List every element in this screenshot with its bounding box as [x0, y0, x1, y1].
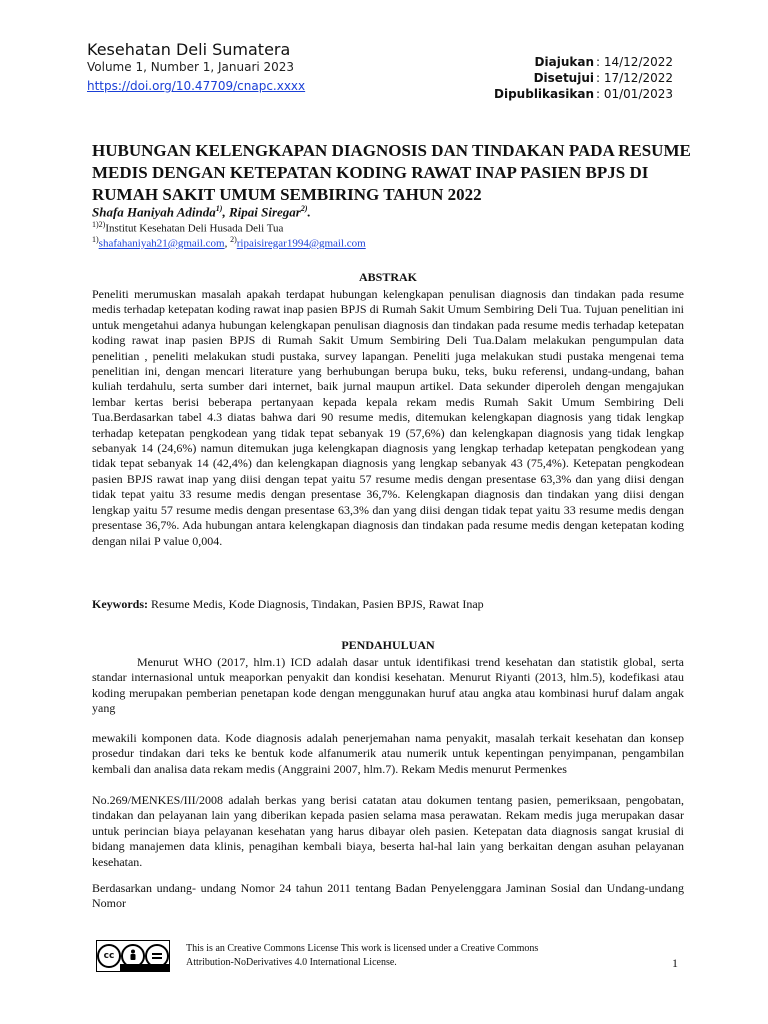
- author-sup: 2): [300, 204, 308, 213]
- date-label: Disetujui: [533, 71, 594, 85]
- date-value: : 01/01/2023: [596, 87, 674, 101]
- paragraph: No.269/MENKES/III/2008 adalah berkas yang berisi catatan atau dokumen tentang pasien, pemeriksaan, pengobatan, tindakan dan pelayanan lain yang diberikan kepada pasien selama masa perawatan. Rekam medis juga merupakan dasar untuk perincian biaya pelayanan kesehatan yang harus dibayar oleh pasien. Ketepatan data diagnosis sangat krusial di bidang manajemen data klinis, penagihan kembali biaya, beserta hal-hal lain yang berkaitan dengan asuhan pelayanan kesehatan.: [92, 793, 684, 869]
- affiliation: [92, 220, 283, 235]
- cc-label-strip: [120, 964, 170, 972]
- cc-icon: cc: [97, 944, 121, 968]
- author-name: Ripai Siregar: [228, 204, 301, 220]
- email-link[interactable]: shafahaniyah21@gmail.com: [98, 237, 225, 250]
- author-sup: 1): [215, 204, 223, 213]
- email-link[interactable]: ripaisiregar1994@gmail.com: [236, 237, 366, 250]
- date-row-accepted: [494, 70, 676, 86]
- email-sup: 2): [230, 235, 237, 244]
- person-icon: [127, 949, 139, 963]
- paragraph: mewakili komponen data. Kode diagnosis adalah penerjemahan nama penyakit, masalah terkait kesehatan dan konsep prosedur tindakan dari teks ke bentuk kode alfanumerik atau numerik untuk kepentingan penyimpanan, pengambilan kembali dan analisa data rekam medis (Anggraini 2007, hlm.7). Rekam Medis menurut Permenkes: [92, 731, 684, 776]
- cc-license-badge[interactable]: [96, 940, 170, 972]
- author-list: [92, 204, 311, 220]
- date-row-published: [494, 86, 676, 102]
- journal-volume: Volume 1, Number 1, Januari 2023: [87, 60, 295, 74]
- author-emails: [92, 235, 366, 250]
- paragraph: Berdasarkan undang- undang Nomor 24 tahun 2011 tentang Badan Penyelenggara Jaminan Sosial dan Undang-undang Nomor: [92, 881, 684, 911]
- journal-header: [87, 40, 305, 94]
- keywords: [92, 597, 484, 612]
- email-separator: ,: [224, 237, 231, 250]
- author-separator: ,: [222, 204, 229, 220]
- abstract-text: Peneliti merumuskan masalah apakah terdapat hubungan kelengkapan penulisan diagnosis dan tindakan pada resume medis terhadap ketepatan koding rawat inap pasien BPJS di Rumah Sakit Umum Sembiring Deli Tua. Tujuan penelitian ini untuk mengetahui adanya hubungan kelengkapan penulisan diagnosis dan tindakan pada resume medis terhadap ketepatan koding rawat inap pasien BPJS di Rumah Sakit Umum Sembiring Deli Tua.Dalam melakukan pengumpulan data penelitian , peneliti melakukan studi pustaka, survey lapangan. Peneliti juga melakukan studi pustaka mengenai tema penelitian ini, dengan mencari literature yang berhubungan berupa buku, teks, buku referensi, undang-undang, bahan kuliah terdahulu, serta sumber dari internet, baik jurnal maupun artikel. Data sekunder diperoleh dengan mengajukan lembar kertas berisi beberapa pertanyaan kepada kepala rekam medis Rumah Sakit Umum Sembiring Deli Tua.Berdasarkan tabel 4.3 diatas bahwa dari 90 resume medis, ditemukan kelengkapan diagnosis yang tidak lengkap terhadap ketepatan pengkodean yang tidak tepat sebanyak 19 (57,6%) dan kelengkapan diagnosis yang tidak lengkap sebanyak 14 (24,6%) namun ditemukan juga kelengkapan diagnosis yang lengkap terhadap ketepatan pengkodean yang tidak tepat sebanyak 14 (42,4%) dan kelengkapan diagnosis yang lengkap sebanyak 43 (75,4%). Ketepatan pengkodean pasien BPJS rawat inap yang diisi dengan tepat yaitu 57 resume medis dengan presentase 63,3% dan yang diisi dengan tidak tepat yaitu 33 resume medis dengan presentase 36,7%. Kelengkapan diagnosis dan tindakan yang diisi dengan lengkap yaitu 57 resume medis dengan presentase 63,3% dan yang diisi dengan tidak tepat yaitu 33 resume medis dengan presentase 36,7%. Ada hubungan antara kelengkapan diagnosis dan tindakan pada resume medis dengan ketepatan koding dengan nilai P value 0,004.: [92, 287, 684, 548]
- section-heading: PENDAHULUAN: [341, 638, 435, 652]
- author-name: Shafa Haniyah Adinda: [92, 204, 216, 220]
- paper-title: HUBUNGAN KELENGKAPAN DIAGNOSIS DAN TINDAKAN PADA RESUME MEDIS DENGAN KETEPATAN KODING RAWAT INAP PASIEN BPJS DI RUMAH SAKIT UMUM SEMBIRING TAHUN 2022: [92, 141, 691, 204]
- paragraph: Menurut WHO (2017, hlm.1) ICD adalah dasar untuk identifikasi trend kesehatan dan statistik global, serta standar internasional untuk meaporkan penyakit dan kondisi kesehatan. Menurut Riyanti (2013, hlm.5), kodefikasi atau koding merupakan pemberian penetapan kode dengan menggunakan huruf atau angka atau kombinasi huruf dalam angak yang: [92, 655, 684, 716]
- equals-icon: [151, 951, 163, 961]
- keywords-text: Resume Medis, Kode Diagnosis, Tindakan, Pasien BPJS, Rawat Inap: [148, 597, 484, 611]
- email-sup: 1): [92, 235, 99, 244]
- affiliation-text: Institut Kesehatan Deli Husada Deli Tua: [105, 222, 284, 235]
- date-label: Diajukan: [534, 55, 594, 69]
- keywords-label: Keywords:: [92, 597, 148, 611]
- doi-link[interactable]: https://doi.org/10.47709/cnapc.xxxx: [87, 79, 306, 93]
- journal-name: Kesehatan Deli Sumatera: [87, 40, 291, 59]
- author-end: .: [307, 204, 311, 220]
- affiliation-sup: 1)2): [92, 220, 106, 229]
- date-row-submitted: [494, 54, 676, 70]
- submission-dates: [494, 54, 676, 102]
- abstract-heading: ABSTRAK: [358, 270, 417, 284]
- cc-badge-icon: [96, 940, 170, 972]
- date-value: : 14/12/2022: [596, 55, 674, 69]
- license-text: This is an Creative Commons License This work is licensed under a Creative Commons Attribution-NoDerivatives 4.0 International License.: [186, 943, 539, 968]
- date-label: Dipublikasikan: [494, 87, 594, 101]
- page-number: 1: [672, 956, 678, 970]
- date-value: : 17/12/2022: [596, 71, 674, 85]
